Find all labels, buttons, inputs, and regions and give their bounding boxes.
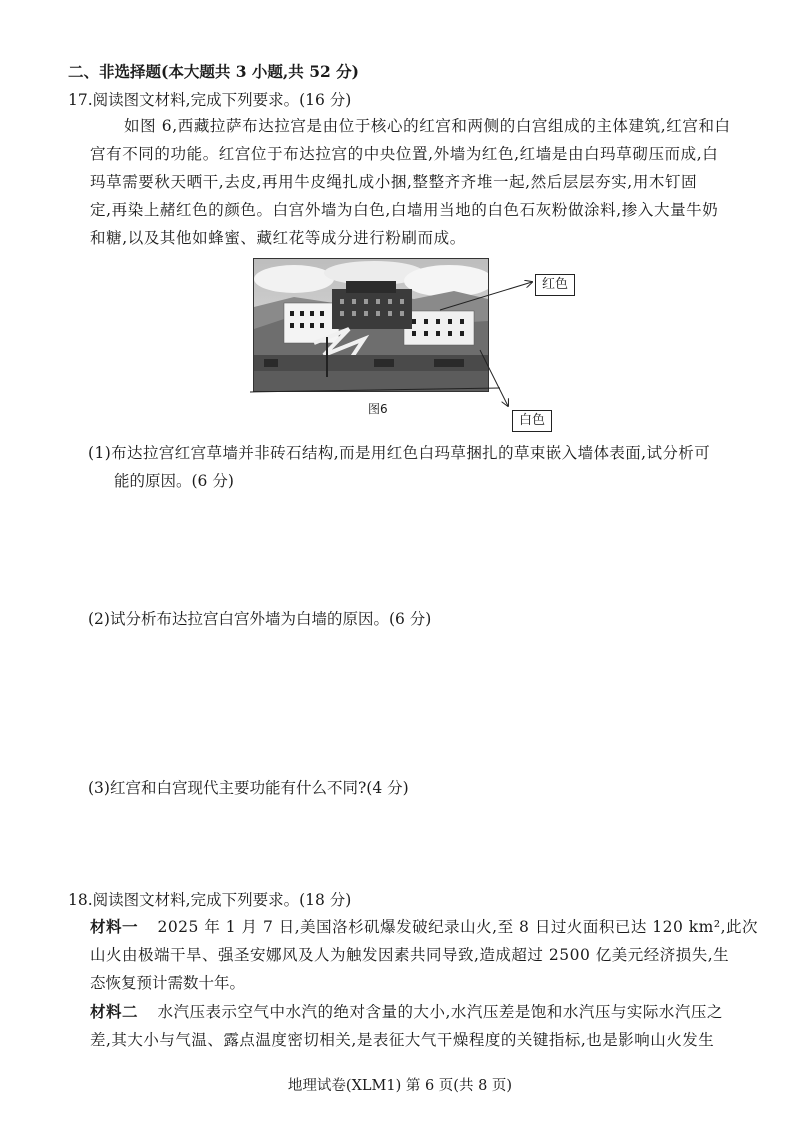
question-18-title: 18.阅读图文材料,完成下列要求。(18 分) bbox=[68, 891, 352, 909]
label-red: 红色 bbox=[535, 274, 575, 296]
question-17-1: (1)布达拉宫红宫草墙并非砖石结构,而是用红色白玛草捆扎的草束嵌入墙体表面,试分析可 bbox=[88, 444, 711, 462]
material-1-line bbox=[90, 916, 758, 938]
label-white: 白色 bbox=[512, 410, 552, 432]
material-1-text: 2025 年 1 月 7 日,美国洛杉矶爆发破纪录山火,至 8 日过火面积已达 120 km²,此次 bbox=[157, 918, 758, 936]
figure-caption: 图6 bbox=[368, 402, 388, 416]
question-17-title: 17.阅读图文材料,完成下列要求。(16 分) bbox=[68, 91, 352, 109]
material-1-line: 态恢复预计需数十年。 bbox=[90, 974, 246, 992]
section-title: 二、非选择题(本大题共 3 小题,共 52 分) bbox=[68, 62, 360, 81]
material-line: 宫有不同的功能。红宫位于布达拉宫的中央位置,外墙为红色,红墙是由白玛草砌压而成,白 bbox=[90, 145, 719, 163]
material-2-label: 材料二 bbox=[90, 1002, 139, 1021]
callout-arrows bbox=[240, 270, 540, 430]
material-line: 定,再染上赭红色的颜色。白宫外墙为白色,白墙用当地的白色石灰粉做涂料,掺入大量牛奶 bbox=[90, 201, 719, 219]
material-2-line: 差,其大小与气温、露点温度密切相关,是表征大气干燥程度的关键指标,也是影响山火发生 bbox=[90, 1031, 715, 1049]
material-line: 玛草需要秋天晒干,去皮,再用牛皮绳扎成小捆,整整齐齐堆一起,然后层层夯实,用木钉固 bbox=[90, 173, 698, 191]
material-line: 如图 6,西藏拉萨布达拉宫是由位于核心的红宫和两侧的白宫组成的主体建筑,红宫和白 bbox=[124, 117, 731, 135]
question-17-material bbox=[90, 112, 750, 252]
material-2-line bbox=[90, 1001, 723, 1023]
material-line: 和糖,以及其他如蜂蜜、藏红花等成分进行粉刷而成。 bbox=[90, 229, 466, 247]
question-17-3: (3)红宫和白宫现代主要功能有什么不同?(4 分) bbox=[88, 779, 409, 797]
material-2-text: 水汽压表示空气中水汽的绝对含量的大小,水汽压差是饱和水汽压与实际水汽压之 bbox=[157, 1003, 723, 1021]
material-1-line: 山火由极端干旱、强圣安娜风及人为触发因素共同导致,造成超过 2500 亿美元经济损失,生 bbox=[90, 946, 730, 964]
question-17-1-cont: 能的原因。(6 分) bbox=[114, 472, 234, 490]
page-footer: 地理试卷(XLM1) 第 6 页(共 8 页) bbox=[287, 1078, 513, 1094]
material-1-label: 材料一 bbox=[90, 917, 139, 936]
question-17-2: (2)试分析布达拉宫白宫外墙为白墙的原因。(6 分) bbox=[88, 610, 432, 628]
